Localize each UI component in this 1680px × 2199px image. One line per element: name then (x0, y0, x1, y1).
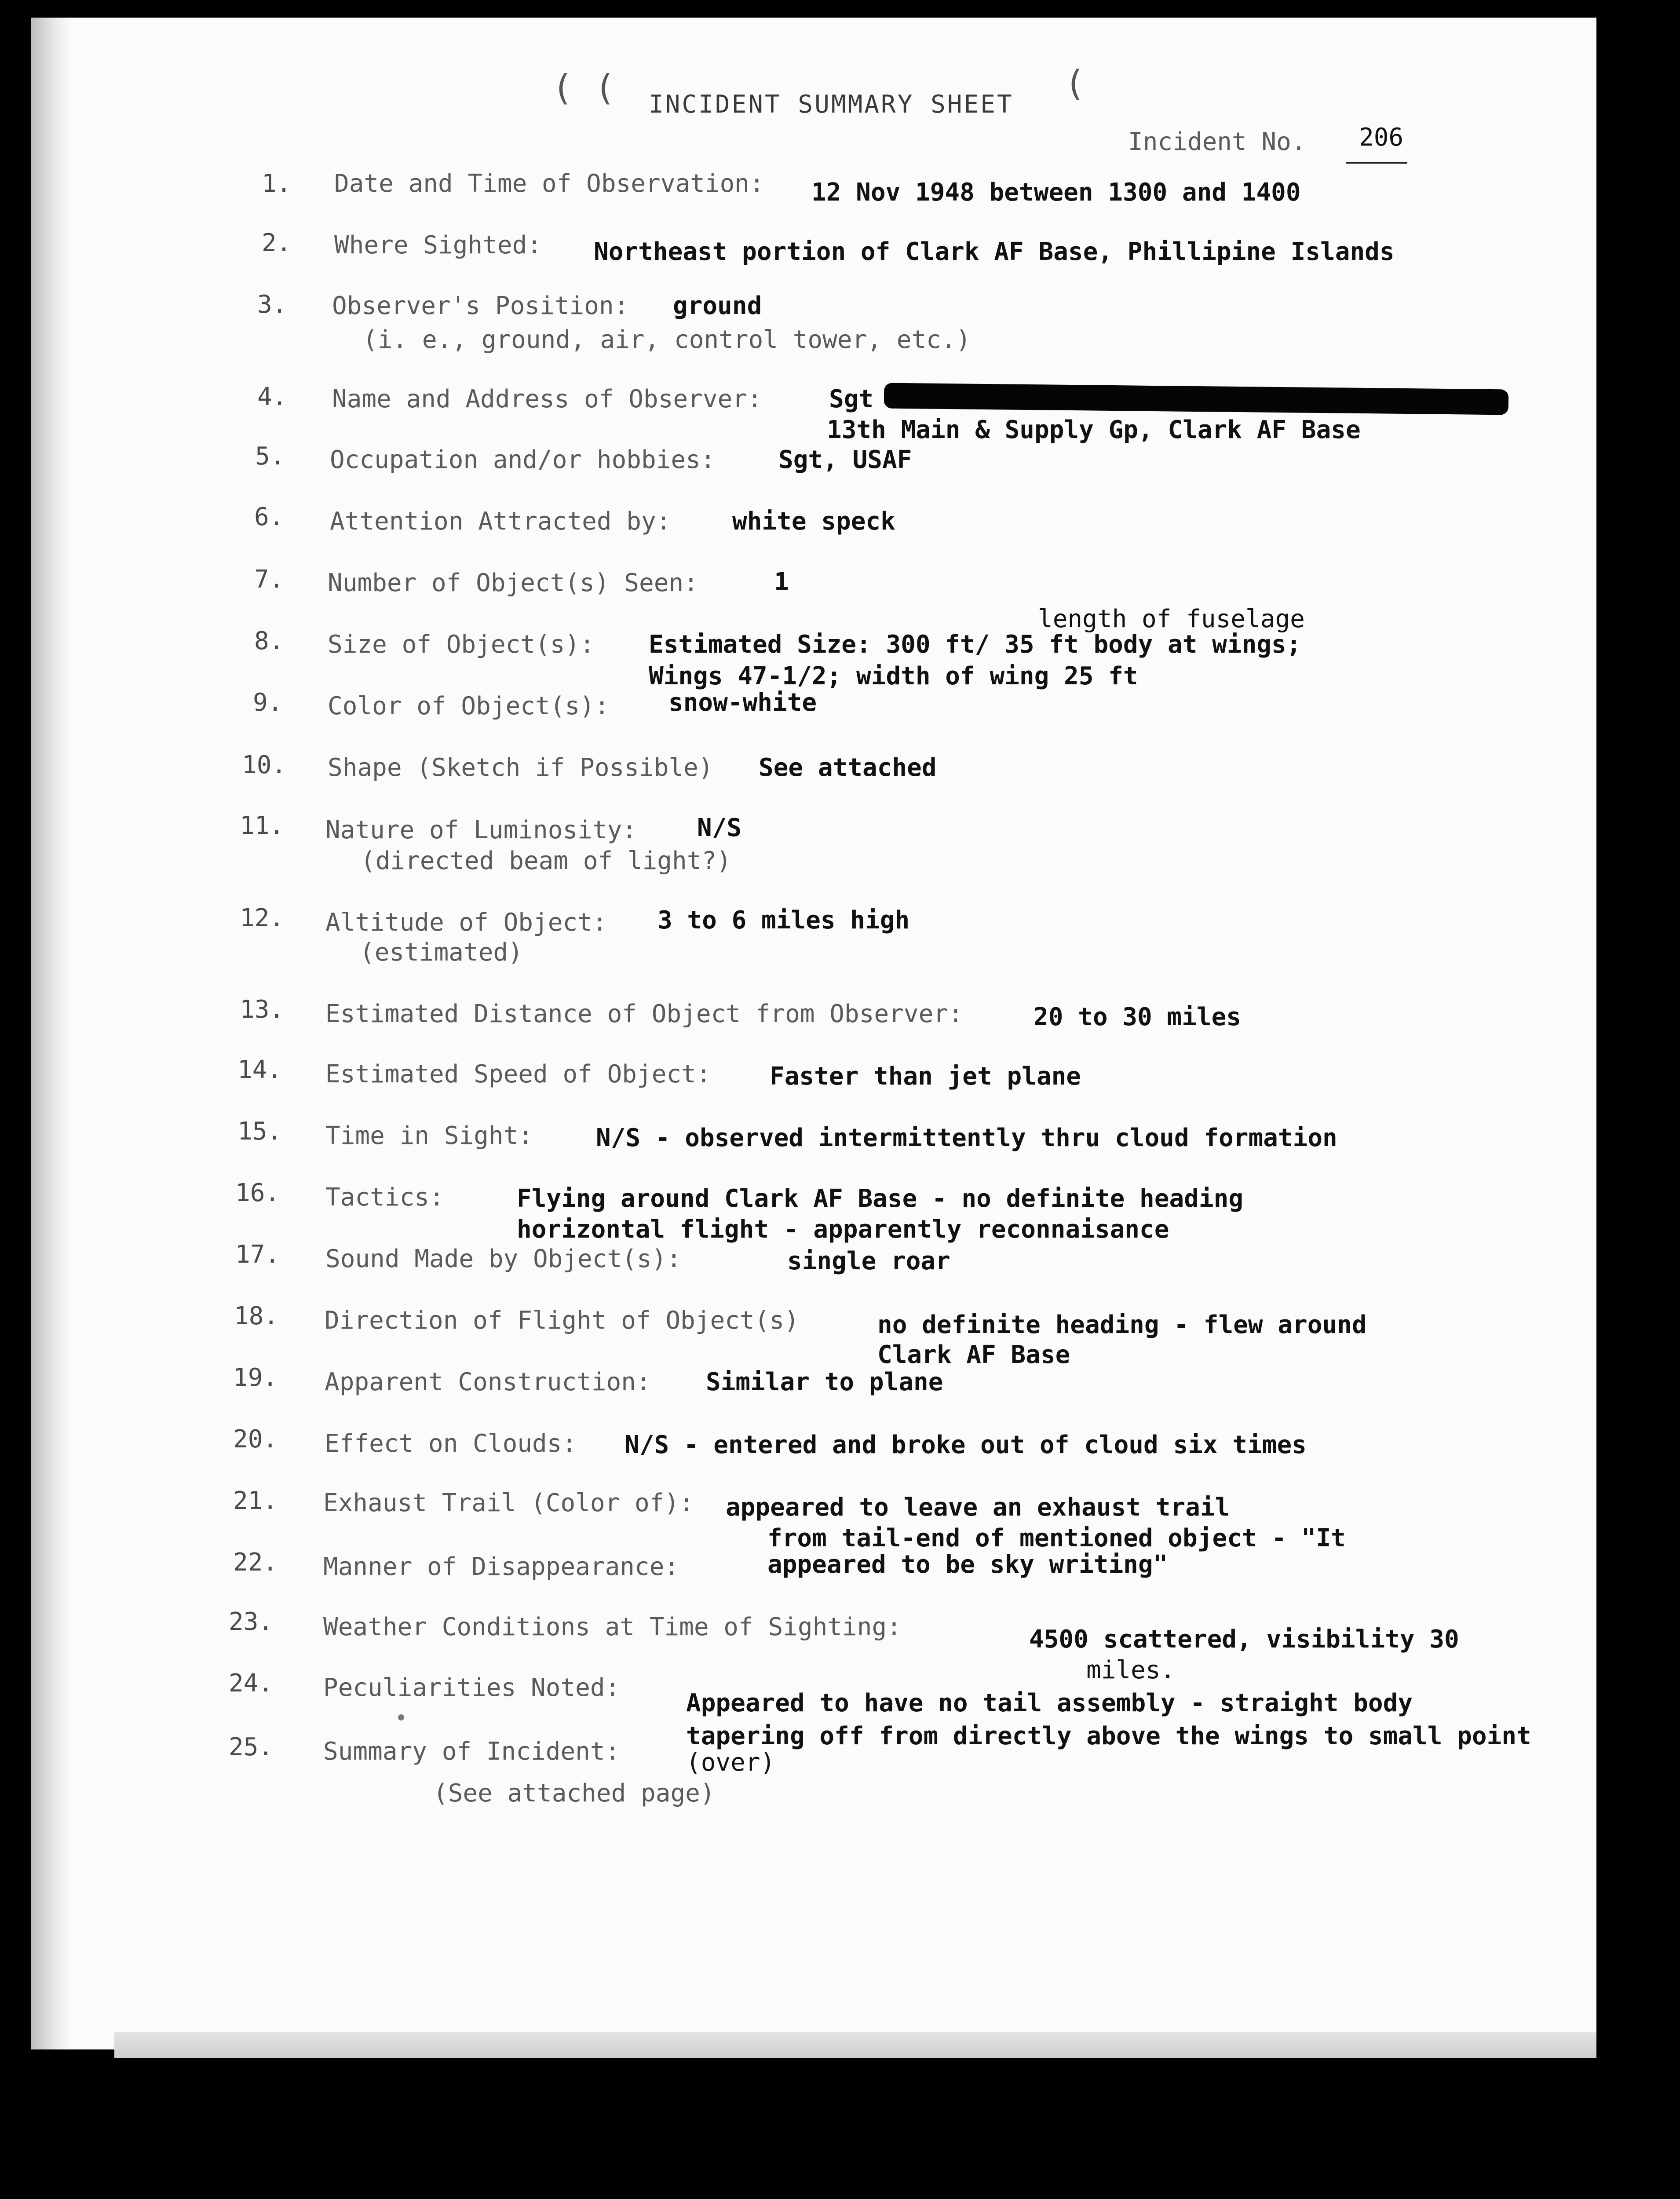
field-hint: (See attached page) (433, 1779, 715, 1808)
item-number: 18. (234, 1302, 279, 1330)
sheet-shadow-bottom (114, 2032, 1596, 2058)
field-value: (over) (686, 1748, 775, 1777)
stray-paren: ( ( (552, 67, 616, 108)
field-label: Name and Address of Observer: (332, 385, 762, 413)
stray-paren: ( (1064, 63, 1086, 104)
field-value: 20 to 30 miles (1034, 1003, 1242, 1031)
item-number: 5. (255, 442, 285, 471)
field-label: Tactics: (325, 1183, 444, 1212)
field-value-line2: tapering off from directly above the wings to small point (686, 1722, 1531, 1750)
field-value: Estimated Size: 300 ft/ 35 ft body at wings; (649, 630, 1301, 659)
item-number: 10. (242, 751, 287, 779)
field-value: 4500 scattered, visibility 30 (1029, 1625, 1459, 1654)
field-label: Altitude of Object: (325, 908, 607, 937)
field-value: Sgt, USAF (778, 446, 912, 474)
field-label: Occupation and/or hobbies: (330, 446, 716, 474)
field-value: 12 Nov 1948 between 1300 and 1400 (811, 178, 1301, 207)
field-value: Northeast portion of Clark AF Base, Phillipine Islands (594, 237, 1395, 266)
item-number: 7. (254, 565, 284, 594)
field-value: N/S (697, 814, 742, 842)
page-title: INCIDENT SUMMARY SHEET (649, 90, 1014, 119)
item-number: 4. (257, 383, 287, 411)
field-label: Direction of Flight of Object(s) (325, 1306, 799, 1335)
item-number: 21. (233, 1487, 278, 1515)
item-number: 24. (229, 1669, 274, 1698)
item-number: 14. (237, 1056, 282, 1084)
field-label: Exhaust Trail (Color of): (323, 1489, 694, 1517)
item-number: 25. (229, 1733, 274, 1761)
item-number: 12. (240, 904, 285, 932)
field-label: Estimated Distance of Object from Observer: (325, 1000, 963, 1028)
field-label: Sound Made by Object(s): (325, 1245, 682, 1273)
field-value: Sgt (829, 385, 874, 413)
field-value-line2: 13th Main & Supply Gp, Clark AF Base (827, 416, 1361, 444)
item-number: 23. (229, 1607, 274, 1636)
item-number: 9. (253, 688, 283, 717)
field-label: Weather Conditions at Time of Sighting: (323, 1613, 902, 1641)
field-value: no definite heading - flew around (877, 1311, 1367, 1339)
field-value-annotation: length of fuselage (1038, 605, 1305, 633)
field-label: Size of Object(s): (328, 630, 595, 659)
field-label: Apparent Construction: (325, 1368, 651, 1396)
field-value-line2: from tail-end of mentioned object - "It (767, 1524, 1346, 1552)
item-number: 13. (240, 995, 285, 1024)
field-hint: (directed beam of light?) (361, 847, 731, 875)
field-value-line2: horizontal flight - apparently reconnaisance (517, 1215, 1169, 1244)
item-number: 3. (257, 290, 287, 319)
incident-number-underline (1346, 162, 1407, 164)
item-number: 8. (254, 627, 284, 655)
field-value-line2: Wings 47-1/2; width of wing 25 ft (649, 662, 1138, 690)
item-number: 22. (233, 1548, 278, 1577)
field-value: Faster than jet plane (770, 1062, 1081, 1091)
field-label: Summary of Incident: (323, 1737, 620, 1766)
field-value: white speck (732, 507, 895, 536)
field-label: Observer's Position: (332, 292, 629, 320)
incident-label: Incident No. (1128, 128, 1306, 156)
field-value-line2: Clark AF Base (877, 1341, 1070, 1369)
sheet-shadow (31, 18, 70, 2049)
field-label: Effect on Clouds: (325, 1429, 577, 1458)
field-label: Attention Attracted by: (330, 507, 671, 536)
field-label: Estimated Speed of Object: (325, 1060, 711, 1089)
field-value: Appeared to have no tail assembly - straight body (686, 1689, 1413, 1717)
field-value: appeared to be sky writing" (767, 1550, 1168, 1579)
field-label: Peculiarities Noted: (323, 1673, 620, 1702)
field-value: 3 to 6 miles high (657, 906, 910, 935)
field-value: 1 (774, 568, 789, 596)
field-value: Flying around Clark AF Base - no definite heading (517, 1184, 1244, 1213)
item-number: 6. (254, 503, 284, 531)
field-hint: (estimated) (360, 938, 523, 967)
field-value: snow-white (668, 688, 817, 717)
item-number: 16. (235, 1179, 280, 1207)
field-hint: (i. e., ground, air, control tower, etc.) (363, 325, 971, 354)
item-number: 15. (237, 1117, 282, 1146)
field-value: See attached (759, 753, 937, 782)
item-number: 17. (235, 1240, 280, 1269)
field-label: Manner of Disappearance: (323, 1552, 679, 1581)
field-value-line2: miles. (1086, 1656, 1176, 1684)
field-value: single roar (787, 1247, 950, 1275)
field-label: Where Sighted: (334, 231, 542, 259)
field-value: Similar to plane (706, 1368, 943, 1396)
field-value: ground (673, 292, 762, 320)
field-label: Time in Sight: (325, 1121, 533, 1150)
field-label: Number of Object(s) Seen: (328, 569, 698, 597)
item-number: 2. (262, 229, 292, 257)
item-number: 19. (233, 1363, 278, 1392)
item-number: 20. (233, 1425, 278, 1454)
field-label: Nature of Luminosity: (325, 816, 637, 844)
field-label: Color of Object(s): (328, 692, 610, 720)
item-number: 11. (240, 811, 285, 840)
field-value: appeared to leave an exhaust trail (726, 1493, 1230, 1522)
field-label: Shape (Sketch if Possible) (328, 753, 713, 782)
ink-mark (398, 1714, 404, 1720)
field-value: N/S - observed intermittently thru cloud formation (596, 1124, 1337, 1152)
field-label: Date and Time of Observation: (334, 169, 764, 198)
field-value: N/S - entered and broke out of cloud six times (625, 1431, 1307, 1459)
incident-number: 206 (1359, 123, 1404, 152)
item-number: 1. (262, 169, 292, 198)
